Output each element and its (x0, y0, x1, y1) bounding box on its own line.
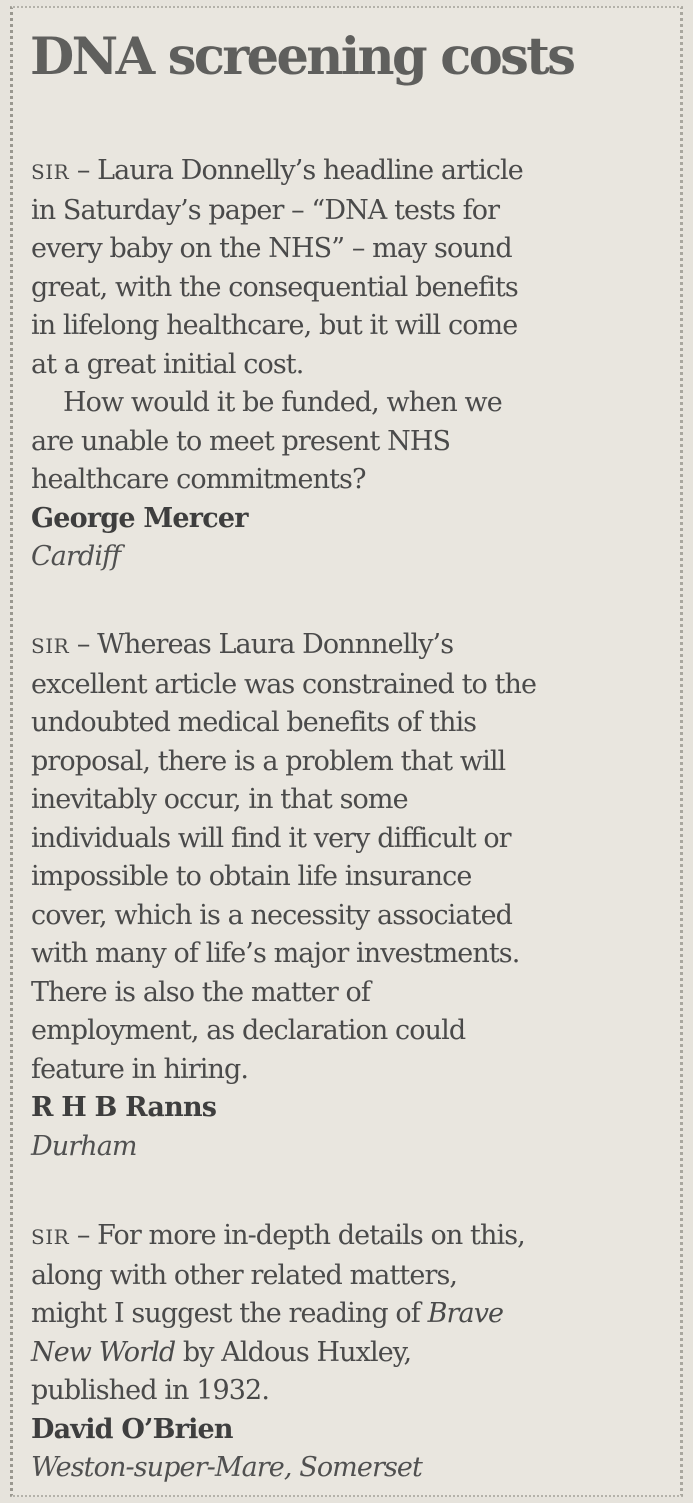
letter-text: might I suggest the reading of (31, 1298, 428, 1329)
letter-line: proposal, there is a problem that will (31, 745, 506, 777)
letter-line: are unable to meet present NHS (31, 425, 451, 457)
letter-line: great, with the consequential benefits (31, 271, 518, 303)
author-location: Weston-super-Mare, Somerset (31, 1452, 422, 1483)
letter-line (31, 1295, 681, 1334)
letter-line: healthcare commitments? (31, 464, 366, 495)
letter-line: with many of life’s major investments. (31, 938, 520, 969)
sir-salutation: SIR (31, 634, 70, 658)
letter-line: undoubted medical benefits of this (31, 707, 477, 738)
letter-text: – For more in-depth details on this, (69, 1220, 525, 1251)
book-title: Brave (427, 1298, 504, 1329)
book-title: New World (31, 1336, 176, 1368)
letter-line (31, 626, 681, 666)
headline: DNA screening costs (30, 27, 574, 87)
letter-line: employment, as declaration could (31, 1015, 466, 1046)
sir-salutation: SIR (31, 160, 70, 184)
letter-line (31, 1217, 681, 1257)
letter-line: in lifelong healthcare, but it will come (31, 310, 518, 341)
letter-line: individuals will find it very difficult or (31, 822, 511, 854)
letter-line: along with other related matters, (31, 1259, 458, 1291)
letter-rhb-ranns (31, 626, 681, 1166)
author-location: Cardiff (31, 541, 121, 572)
letter-line: How would it be funded, when we (63, 387, 502, 418)
letter-line (31, 152, 681, 192)
letter-line: There is also the matter of (31, 976, 370, 1008)
letter-line: cover, which is a necessity associated (31, 899, 513, 931)
letter-line: published in 1932. (31, 1375, 270, 1406)
letter-text: – Laura Donnelly’s headline article (69, 155, 523, 186)
author-name: David O’Brien (31, 1413, 233, 1445)
letter-line: every baby on the NHS” – may sound (31, 233, 512, 264)
letter-line: at a great initial cost. (31, 348, 304, 380)
letter-david-obrien (31, 1217, 681, 1488)
letter-line: inevitably occur, in that some (31, 784, 408, 815)
letter-line (31, 1334, 681, 1373)
author-location: Durham (31, 1130, 137, 1162)
letter-line: impossible to obtain life insurance (31, 861, 472, 892)
letter-george-mercer (31, 152, 681, 577)
author-name: R H B Ranns (31, 1092, 217, 1123)
letter-line: in Saturday’s paper – “DNA tests for (31, 194, 500, 226)
letter-text: by Aldous Huxley, (175, 1336, 412, 1368)
sir-salutation: SIR (31, 1225, 70, 1249)
letter-line: excellent article was constrained to the (31, 668, 537, 700)
letter-text: – Whereas Laura Donnnelly’s (69, 629, 454, 660)
letter-line: feature in hiring. (31, 1053, 249, 1085)
author-name: George Mercer (31, 502, 248, 534)
